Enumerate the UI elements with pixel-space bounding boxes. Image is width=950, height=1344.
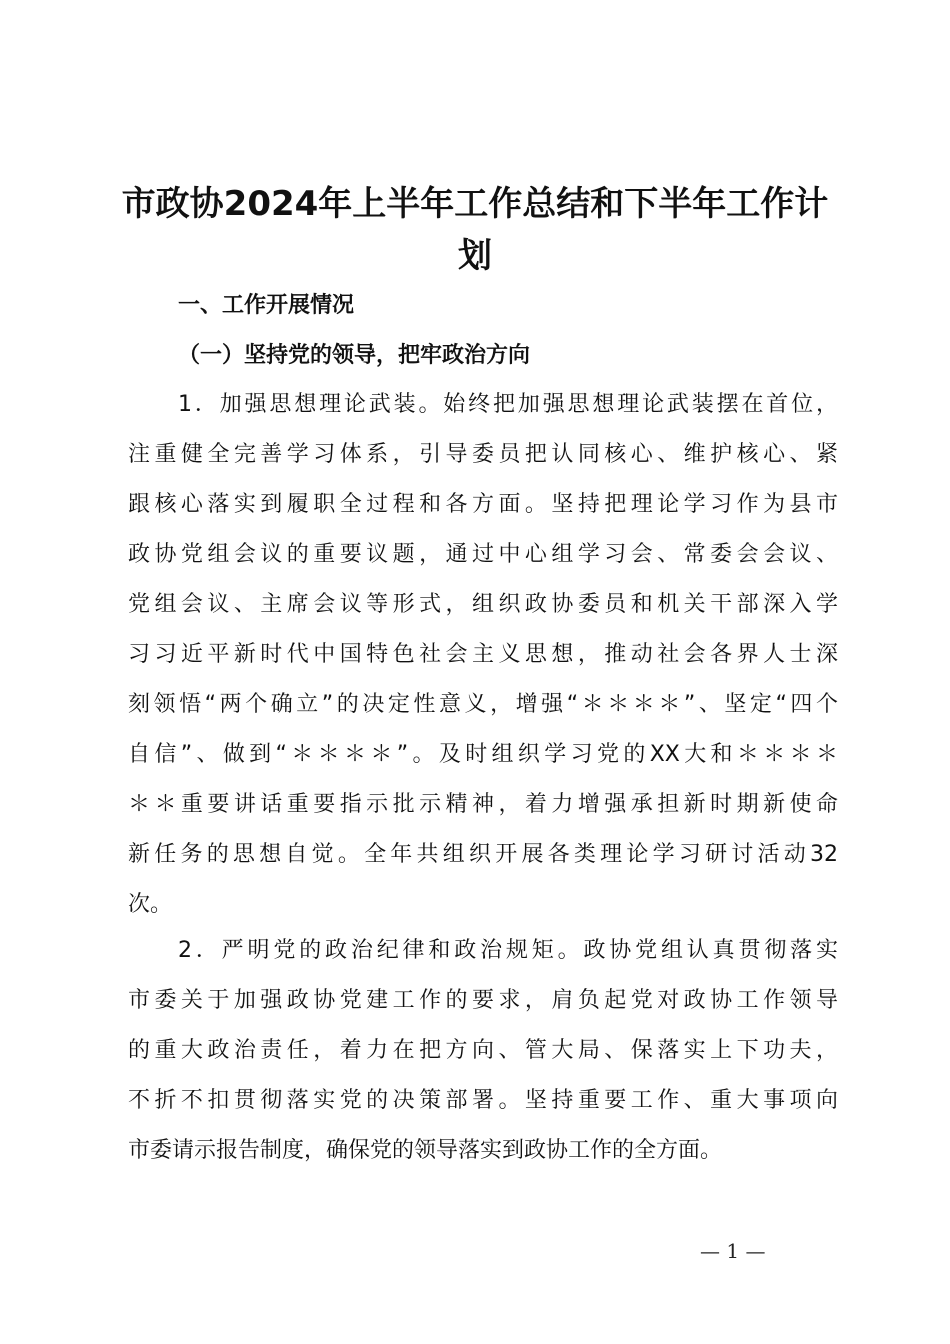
paragraph-line: 新任务的思想自觉。全年共组织开展各类理论学习研讨活动32 [128, 842, 838, 867]
paragraph-line: 习习近平新时代中国特色社会主义思想，推动社会各界人士深 [128, 642, 838, 667]
paragraph-line: 1．加强思想理论武装。始终把加强思想理论武装摆在首位， [178, 392, 838, 417]
paragraph-line: 党组会议、主席会议等形式，组织政协委员和机关干部深入学 [128, 592, 838, 617]
paragraph-line: 次。 [128, 892, 173, 917]
paragraph-line: 市委请示报告制度，确保党的领导落实到政协工作的全方面。 [128, 1138, 723, 1163]
paragraph-line: 不折不扣贯彻落实党的决策部署。坚持重要工作、重大事项向 [128, 1088, 838, 1113]
paragraph-line: 跟核心落实到履职全过程和各方面。坚持把理论学习作为县市 [128, 492, 838, 517]
subsection-heading: （一）坚持党的领导，把牢政治方向 [178, 343, 531, 368]
page-number: — 1 — [700, 1239, 766, 1263]
paragraph-line: 注重健全完善学习体系，引导委员把认同核心、维护核心、紧 [128, 442, 838, 467]
paragraph-line: ＊＊重要讲话重要指示批示精神，着力增强承担新时期新使命 [128, 792, 838, 817]
paragraph-political-discipline [128, 926, 838, 1176]
document-title: 市政协2024年上半年工作总结和下半年工作计划 [121, 184, 829, 276]
paragraph-line: 的重大政治责任，着力在把方向、管大局、保落实上下功夫， [128, 1038, 838, 1063]
paragraph-line: 市委关于加强政协党建工作的要求，肩负起党对政协工作领导 [128, 988, 838, 1013]
section-heading: 一、工作开展情况 [178, 293, 355, 318]
paragraph-line: 2．严明党的政治纪律和政治规矩。政协党组认真贯彻落实 [178, 938, 838, 963]
paragraph-line: 刻领悟“两个确立”的决定性意义，增强“＊＊＊＊”、坚定“四个 [128, 692, 838, 717]
paragraph-theory-study [128, 380, 838, 930]
paragraph-line: 政协党组会议的重要议题，通过中心组学习会、常委会会议、 [128, 542, 838, 567]
paragraph-line: 自信”、做到“＊＊＊＊”。及时组织学习党的XX大和＊＊＊＊ [128, 742, 838, 767]
